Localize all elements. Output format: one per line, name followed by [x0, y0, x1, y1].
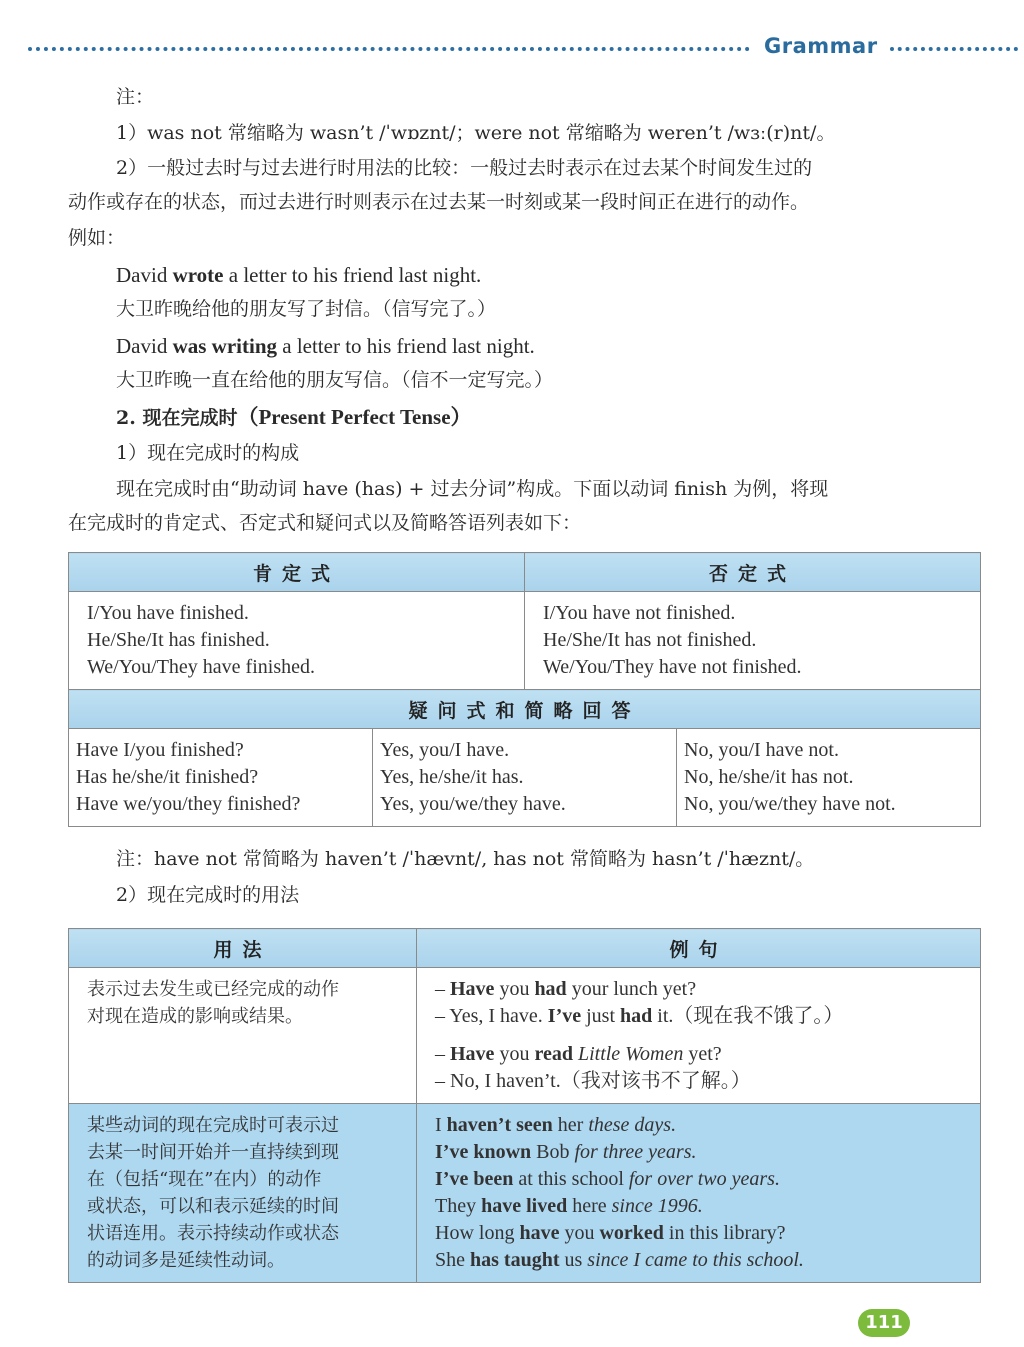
usage-row-1: 表示过去发生或已经完成的动作 对现在造成的影响或结果。	[69, 968, 417, 1104]
header-title: Grammar	[764, 34, 878, 58]
usage-table	[68, 928, 981, 1283]
note-2-line-3: 例如：	[68, 227, 126, 249]
dotted-rule-left	[28, 47, 750, 51]
questions-cell: Have I/you finished? Has he/she/it finished? Have we/you/they finished?	[69, 729, 373, 827]
yes-answers-cell: Yes, you/I have. Yes, he/she/it has. Yes, you/we/they have.	[373, 729, 677, 827]
example-2-translation: 大卫昨晚一直在给他的朋友写信。（信不一定写完。）	[116, 369, 554, 391]
note-label: 注：	[116, 86, 155, 108]
usage-row-2: 某些动词的现在完成时可表示过 去某一时间开始并一直持续到现 在（包括“现在”在内）的动作 或状态，可以和表示延续的时间 状语连用。表示持续动作或状态 的动词多是延续性动词。	[69, 1104, 417, 1283]
example-2: David was writing a letter to his friend last night.	[116, 334, 535, 358]
section-2-paragraph-line-2: 在完成时的肯定式、否定式和疑问式以及简略答语列表如下：	[68, 512, 582, 534]
section-2-sub-1: 1）现在完成时的构成	[116, 442, 300, 464]
dotted-rule-right	[890, 47, 1018, 51]
usage-header: 用法	[69, 929, 417, 968]
example-1-translation: 大卫昨晚给他的朋友写了封信。（信写完了。）	[116, 298, 497, 320]
page-number: 111	[858, 1309, 910, 1337]
negative-header: 否定式	[525, 553, 981, 592]
conjugation-table	[68, 552, 981, 827]
section-2-sub-2: 2）现在完成时的用法	[116, 884, 300, 906]
affirmative-header: 肯定式	[69, 553, 525, 592]
note-2-line-2: 动作或存在的状态，而过去进行时则表示在过去某一时刻或某一段时间正在进行的动作。	[68, 191, 810, 213]
negative-cell: I/You have not finished. He/She/It has not finished. We/You/They have not finished.	[525, 592, 981, 690]
affirmative-cell: I/You have finished. He/She/It has finished. We/You/They have finished.	[69, 592, 525, 690]
section-2-paragraph-line-1: 现在完成时由“助动词 have (has) + 过去分词”构成。下面以动词 finish 为例，将现	[116, 478, 829, 500]
example-header: 例句	[417, 929, 981, 968]
page-header	[28, 34, 1018, 62]
note-2: 注：have not 常简略为 haven’t /ˈhævnt/, has not 常简略为 hasn’t /ˈhæznt/。	[116, 848, 815, 870]
no-answers-cell: No, you/I have not. No, he/she/it has not. No, you/we/they have not.	[677, 729, 981, 827]
question-header: 疑问式和简略回答	[69, 690, 981, 729]
example-row-2: I haven’t seen her these days. I’ve known Bob for three years. I’ve been at this school for over two years. They have lived here since 1996. How long have you worked in this library? She has taught us since I came to this school.	[417, 1104, 981, 1283]
note-1: 1）was not 常缩略为 wasn’t /ˈwɒznt/；were not 常缩略为 weren’t /wɜː(r)nt/。	[116, 122, 836, 144]
section-2-title: 2. 现在完成时（Present Perfect Tense）	[116, 405, 472, 429]
example-1: David wrote a letter to his friend last night.	[116, 263, 482, 287]
note-2-line-1: 2）一般过去时与过去进行时用法的比较：一般过去时表示在过去某个时间发生过的	[116, 157, 813, 179]
example-row-1: – Have you had your lunch yet? – Yes, I have. I’ve just had it.（现在我不饿了。） – Have you read Little Women yet? – No, I haven’t.（我对该书不了解。）	[417, 968, 981, 1104]
